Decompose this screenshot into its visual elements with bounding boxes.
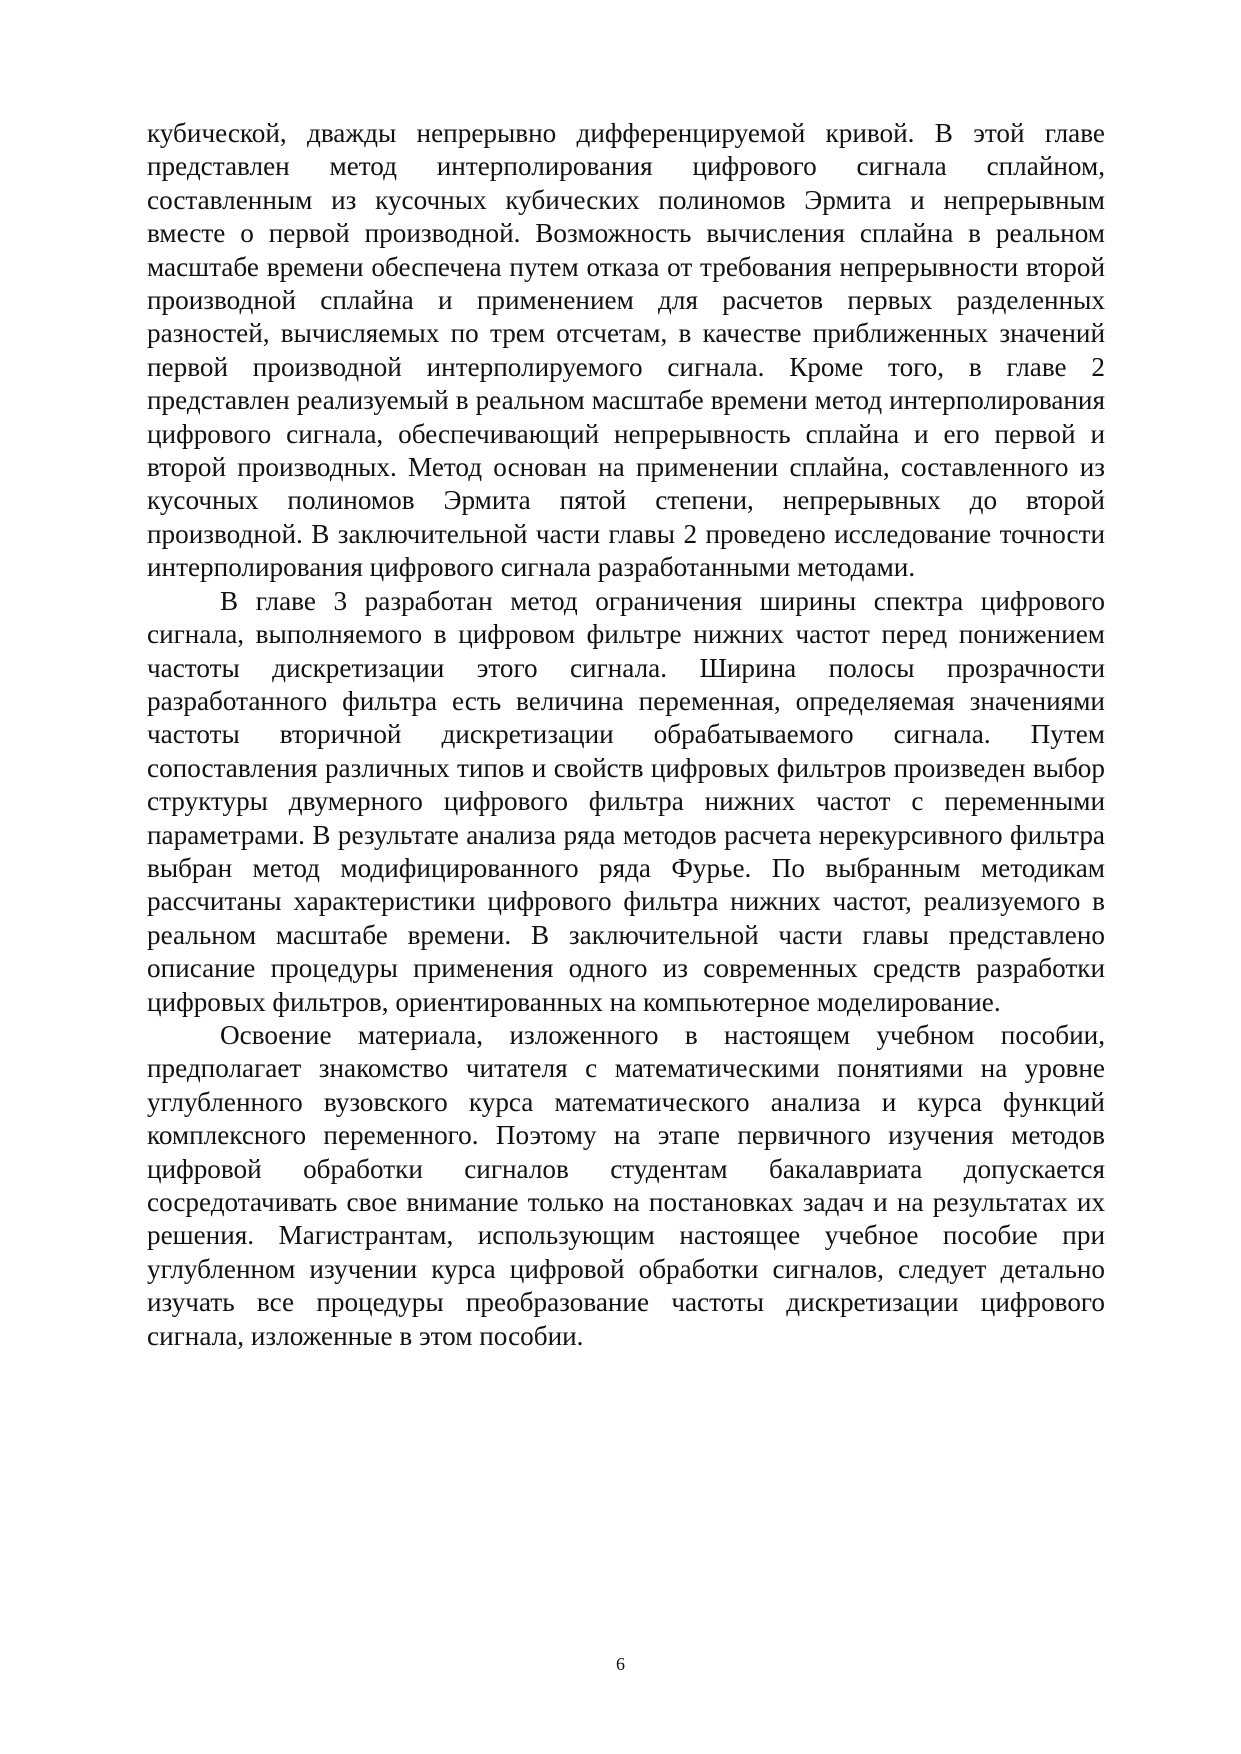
page-number: 6 xyxy=(616,1654,625,1674)
paragraph-chapter-3: В главе 3 разработан метод ограничения ширины спектра цифрового сигнала, выполняемого в цифровом фильтре нижних частот перед понижением частоты дискретизации этого сигнала. Ширина полосы прозрачности разработанного фильтра есть величина переменная, определяемая значениями частоты вторичной дискретизации обрабатываемого сигнала. Путем сопоставления различных типов и свойств цифровых фильтров произведен выбор структуры двумерного цифрового фильтра нижних частот с переменными параметрами. В результате анализа ряда методов расчета нерекурсивного фильтра выбран метод модифицированного ряда Фурье. По выбранным методикам рассчитаны характеристики цифрового фильтра нижних частот, реализуемого в реальном масштабе времени. В заключительной части главы представлено описание процедуры применения одного из современных средств разработки цифровых фильтров, ориентированных на компьютерное моделирование. xyxy=(147,585,1105,1017)
paragraph-continuation: кубической, дважды непрерывно дифференцируемой кривой. В этой главе представлен метод интерполирования цифрового сигнала сплайном, составленным из кусочных кубических полиномов Эрмита и непрерывным вместе о первой производной. Возможность вычисления сплайна в реальном масштабе времени обеспечена путем отказа от требования непрерывности второй производной сплайна и применением для расчетов первых разделенных разностей, вычисляемых по трем отсчетам, в качестве приближенных значений первой производной интерполируемого сигнала. Кроме того, в главе 2 представлен реализуемый в реальном масштабе времени метод интерполирования цифрового сигнала, обеспечивающий непрерывность сплайна и его первой и второй производных. Метод основан на применении сплайна, составленного из кусочных полиномов Эрмита пятой степени, непрерывных до второй производной. В заключительной части главы 2 проведено исследование точности интерполирования цифрового сигнала разработанными методами. xyxy=(147,118,1105,583)
paragraph-material-mastery: Освоение материала, изложенного в настоящем учебном пособии, предполагает знакомство читателя с математическими понятиями на уровне углубленного вузовского курса математического анализа и курса функций комплексного переменного. Поэтому на этапе первичного изучения методов цифровой обработки сигналов студентам бакалавриата допускается сосредотачивать свое внимание только на постановках задач и на результатах их решения. Магистрантам, использующим настоящее учебное пособие при углубленном изучении курса цифровой обработки сигналов, следует детально изучать все процедуры преобразование частоты дискретизации цифрового сигнала, изложенные в этом пособии. xyxy=(147,1019,1105,1351)
body-text xyxy=(147,117,1105,1353)
